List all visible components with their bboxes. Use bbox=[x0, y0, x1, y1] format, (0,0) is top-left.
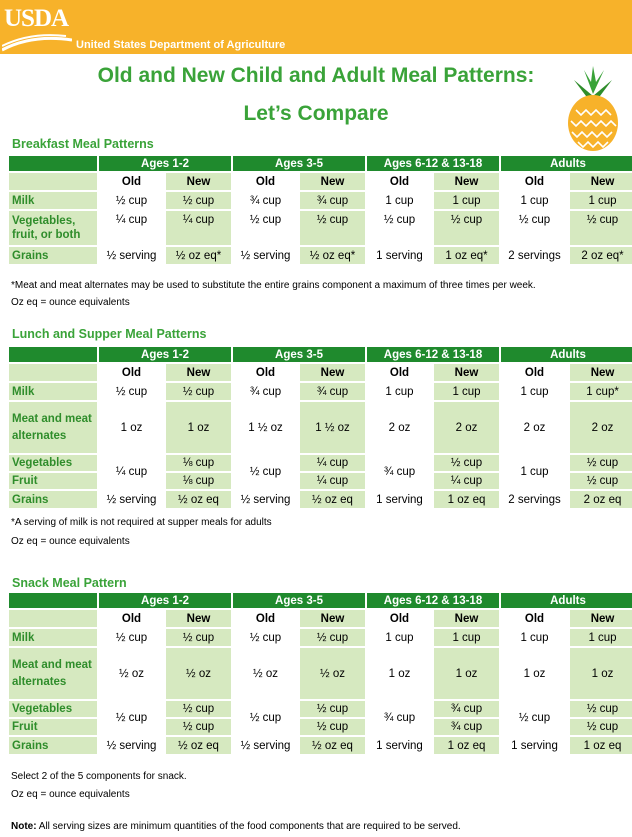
table-cell: ½ oz bbox=[119, 667, 144, 680]
table-cell: 1 cup bbox=[385, 385, 414, 398]
table-cell: 1 cup bbox=[434, 192, 499, 209]
table-cell: 1 oz eq* bbox=[434, 247, 499, 264]
table-row bbox=[9, 247, 632, 264]
table-cell: ½ oz eq bbox=[166, 491, 231, 508]
table-cell: ½ cup bbox=[300, 701, 365, 717]
age-group-header: Adults bbox=[501, 156, 632, 171]
old-header: Old bbox=[524, 366, 545, 379]
header-blank bbox=[9, 156, 97, 171]
old-header: Old bbox=[389, 612, 410, 625]
table-row bbox=[9, 701, 632, 717]
age-group-header: Ages 3-5 bbox=[233, 593, 365, 608]
new-header: New bbox=[166, 610, 231, 627]
page-subtitle: Let’s Compare bbox=[243, 102, 389, 125]
table-cell: ½ oz eq* bbox=[166, 247, 231, 264]
age-group-header: Ages 3-5 bbox=[233, 347, 365, 362]
table-cell: 2 oz bbox=[523, 421, 546, 434]
table-row bbox=[9, 383, 632, 400]
table-cell: 1 cup bbox=[434, 383, 499, 400]
table-cell: ¾ cup bbox=[383, 466, 416, 478]
age-group-header: Ages 6-12 & 13-18 bbox=[367, 347, 499, 362]
row-label: Grains bbox=[9, 737, 97, 754]
table-cell: 1 oz bbox=[120, 421, 143, 434]
table-cell: 1 serving bbox=[376, 493, 423, 506]
lunch-note: *A serving of milk is not required at supper meals for adults bbox=[11, 517, 272, 528]
table-cell: ½ cup bbox=[383, 214, 416, 226]
table-cell: 1 oz bbox=[434, 648, 499, 699]
breakfast-title: Breakfast Meal Patterns bbox=[12, 137, 154, 151]
table-cell: ½ cup bbox=[115, 631, 148, 644]
lunch-note-oz: Oz eq = ounce equivalents bbox=[11, 536, 130, 547]
lunch-table bbox=[7, 345, 632, 510]
new-header: New bbox=[570, 364, 632, 381]
table-cell: ½ cup bbox=[249, 214, 282, 226]
age-group-header: Ages 1-2 bbox=[99, 156, 231, 171]
table-row bbox=[9, 648, 632, 699]
table-cell: ½ serving bbox=[106, 739, 157, 752]
table-cell: ¼ cup bbox=[115, 214, 148, 226]
page-title: Old and New Child and Adult Meal Patterns: bbox=[97, 64, 535, 87]
table-cell: ½ serving bbox=[240, 249, 291, 262]
table-cell: 2 oz bbox=[434, 402, 499, 453]
row-label: Grains bbox=[9, 247, 97, 264]
pineapple-icon bbox=[560, 66, 626, 152]
old-header: Old bbox=[524, 175, 545, 188]
table-cell: ½ cup bbox=[166, 719, 231, 735]
table-cell: 2 oz eq* bbox=[570, 247, 632, 264]
new-header: New bbox=[434, 173, 499, 190]
header-blank bbox=[9, 347, 97, 362]
table-cell: 2 oz bbox=[388, 421, 411, 434]
table-cell: 1 oz bbox=[523, 667, 546, 680]
row-label: Grains bbox=[9, 491, 97, 508]
table-cell: ½ cup bbox=[434, 211, 499, 245]
old-header: Old bbox=[121, 366, 142, 379]
table-cell: ½ oz eq bbox=[300, 491, 365, 508]
table-cell: ½ cup bbox=[166, 192, 231, 209]
footer-note bbox=[11, 821, 461, 832]
old-header: Old bbox=[389, 366, 410, 379]
table-cell: ¾ cup bbox=[434, 701, 499, 717]
row-label: Meat and meat alternates bbox=[9, 402, 97, 453]
table-cell: 1 serving bbox=[376, 739, 423, 752]
table-cell: 1 cup bbox=[520, 385, 549, 398]
new-header: New bbox=[434, 610, 499, 627]
blank-cell bbox=[9, 610, 97, 627]
table-cell: ¼ cup bbox=[166, 211, 231, 245]
table-cell: ¾ cup bbox=[434, 719, 499, 735]
old-header: Old bbox=[524, 612, 545, 625]
table-cell: 1 ½ oz bbox=[300, 402, 365, 453]
old-header: Old bbox=[121, 175, 142, 188]
new-header: New bbox=[166, 173, 231, 190]
age-group-header: Ages 6-12 & 13-18 bbox=[367, 593, 499, 608]
table-cell: ½ cup bbox=[249, 712, 282, 724]
row-label: Vegetables bbox=[9, 701, 97, 717]
new-header: New bbox=[570, 610, 632, 627]
new-header: New bbox=[300, 173, 365, 190]
age-group-header: Ages 3-5 bbox=[233, 156, 365, 171]
breakfast-note-oz: Oz eq = ounce equivalents bbox=[11, 297, 130, 308]
table-cell: ¾ cup bbox=[249, 385, 282, 398]
table-cell: ¼ cup bbox=[115, 466, 148, 478]
age-group-header: Ages 6-12 & 13-18 bbox=[367, 156, 499, 171]
table-cell: ½ oz eq bbox=[166, 737, 231, 754]
new-header: New bbox=[300, 610, 365, 627]
old-header: Old bbox=[121, 612, 142, 625]
row-label: Fruit bbox=[9, 719, 97, 735]
table-cell: 2 servings bbox=[508, 493, 561, 506]
old-header: Old bbox=[389, 175, 410, 188]
table-cell: ½ cup bbox=[166, 383, 231, 400]
row-label: Milk bbox=[9, 192, 97, 209]
old-header: Old bbox=[255, 175, 276, 188]
snack-table bbox=[7, 591, 632, 756]
table-cell: ½ serving bbox=[106, 249, 157, 262]
table-cell: 1 oz bbox=[166, 402, 231, 453]
row-label: Meat and meat alternates bbox=[9, 648, 97, 699]
table-cell: ½ cup bbox=[300, 719, 365, 735]
table-cell: ¼ cup bbox=[300, 455, 365, 471]
table-cell: ½ oz eq* bbox=[300, 247, 365, 264]
table-cell: 1 cup bbox=[520, 466, 549, 478]
table-row bbox=[9, 211, 632, 245]
age-group-header: Adults bbox=[501, 347, 632, 362]
table-cell: ½ cup bbox=[249, 631, 282, 644]
table-cell: 1 oz eq bbox=[434, 491, 499, 508]
table-cell: 1 ½ oz bbox=[248, 421, 283, 434]
table-cell: ½ cup bbox=[570, 211, 632, 245]
age-group-header: Ages 1-2 bbox=[99, 347, 231, 362]
table-cell: ½ oz bbox=[300, 648, 365, 699]
table-row bbox=[9, 455, 632, 471]
table-cell: ½ cup bbox=[166, 629, 231, 646]
age-group-header: Ages 1-2 bbox=[99, 593, 231, 608]
table-cell: 1 cup bbox=[570, 192, 632, 209]
table-cell: 2 servings bbox=[508, 249, 561, 262]
table-cell: 1 serving bbox=[376, 249, 423, 262]
table-cell: 1 oz eq bbox=[570, 737, 632, 754]
table-cell: 1 cup bbox=[520, 194, 549, 207]
table-cell: ½ cup bbox=[300, 211, 365, 245]
row-label: Fruit bbox=[9, 473, 97, 489]
table-row bbox=[9, 192, 632, 209]
table-cell: ⅛ cup bbox=[166, 455, 231, 471]
table-cell: ½ serving bbox=[240, 739, 291, 752]
table-cell: ½ cup bbox=[166, 701, 231, 717]
table-cell: ½ cup bbox=[570, 455, 632, 471]
new-header: New bbox=[570, 173, 632, 190]
table-cell: ½ oz bbox=[166, 648, 231, 699]
table-cell: 1 oz eq bbox=[434, 737, 499, 754]
table-cell: ½ cup bbox=[115, 712, 148, 724]
new-header: New bbox=[300, 364, 365, 381]
old-header: Old bbox=[255, 612, 276, 625]
new-header: New bbox=[434, 364, 499, 381]
breakfast-table bbox=[7, 154, 632, 266]
table-cell: ½ cup bbox=[434, 455, 499, 471]
usda-swoosh-icon bbox=[2, 34, 72, 52]
blank-cell bbox=[9, 364, 97, 381]
table-cell: ¾ cup bbox=[300, 383, 365, 400]
usda-logo: USDA bbox=[4, 5, 69, 32]
table-cell: ½ cup bbox=[300, 629, 365, 646]
table-cell: ¾ cup bbox=[249, 194, 282, 207]
snack-title: Snack Meal Pattern bbox=[12, 576, 127, 590]
snack-note-oz: Oz eq = ounce equivalents bbox=[11, 789, 130, 800]
department-name: United States Department of Agriculture bbox=[76, 39, 286, 51]
table-cell: 1 cup bbox=[385, 631, 414, 644]
table-cell: ½ cup bbox=[115, 385, 148, 398]
snack-note: Select 2 of the 5 components for snack. bbox=[11, 771, 187, 782]
table-cell: ¼ cup bbox=[300, 473, 365, 489]
blank-cell bbox=[9, 173, 97, 190]
breakfast-note: *Meat and meat alternates may be used to substitute the entire grains component a maximum of three times per week. bbox=[11, 280, 536, 291]
table-cell: 1 cup bbox=[570, 629, 632, 646]
table-cell: ½ oz eq bbox=[300, 737, 365, 754]
table-cell: ½ oz bbox=[253, 667, 278, 680]
table-cell: ½ cup bbox=[115, 194, 148, 207]
table-cell: ½ cup bbox=[518, 712, 551, 724]
row-label: Vegetables, fruit, or both bbox=[9, 211, 97, 245]
table-cell: ½ cup bbox=[518, 214, 551, 226]
header-bar bbox=[0, 0, 632, 54]
table-cell: ¼ cup bbox=[434, 473, 499, 489]
old-header: Old bbox=[255, 366, 276, 379]
table-cell: ⅛ cup bbox=[166, 473, 231, 489]
table-cell: 1 oz bbox=[570, 648, 632, 699]
footer-note-label: Note: bbox=[11, 821, 37, 832]
table-row bbox=[9, 402, 632, 453]
table-row bbox=[9, 491, 632, 508]
table-row bbox=[9, 629, 632, 646]
table-cell: 2 oz bbox=[570, 402, 632, 453]
table-cell: ½ cup bbox=[570, 473, 632, 489]
table-cell: ½ serving bbox=[240, 493, 291, 506]
table-cell: ½ cup bbox=[570, 719, 632, 735]
table-cell: 1 cup bbox=[434, 629, 499, 646]
table-row bbox=[9, 737, 632, 754]
table-cell: 2 oz eq bbox=[570, 491, 632, 508]
table-cell: 1 cup bbox=[520, 631, 549, 644]
table-cell: ½ cup bbox=[249, 466, 282, 478]
table-cell: 1 serving bbox=[511, 739, 558, 752]
header-blank bbox=[9, 593, 97, 608]
new-header: New bbox=[166, 364, 231, 381]
lunch-title: Lunch and Supper Meal Patterns bbox=[12, 327, 207, 341]
age-group-header: Adults bbox=[501, 593, 632, 608]
table-cell: 1 cup bbox=[385, 194, 414, 207]
table-cell: ½ serving bbox=[106, 493, 157, 506]
table-cell: ½ cup bbox=[570, 701, 632, 717]
table-cell: ¾ cup bbox=[383, 712, 416, 724]
table-cell: 1 oz bbox=[388, 667, 411, 680]
table-cell: 1 cup* bbox=[570, 383, 632, 400]
row-label: Milk bbox=[9, 629, 97, 646]
row-label: Milk bbox=[9, 383, 97, 400]
footer-note-text: All serving sizes are minimum quantities of the food components that are required to be served. bbox=[36, 821, 461, 832]
table-cell: ¾ cup bbox=[300, 192, 365, 209]
row-label: Vegetables bbox=[9, 455, 97, 471]
